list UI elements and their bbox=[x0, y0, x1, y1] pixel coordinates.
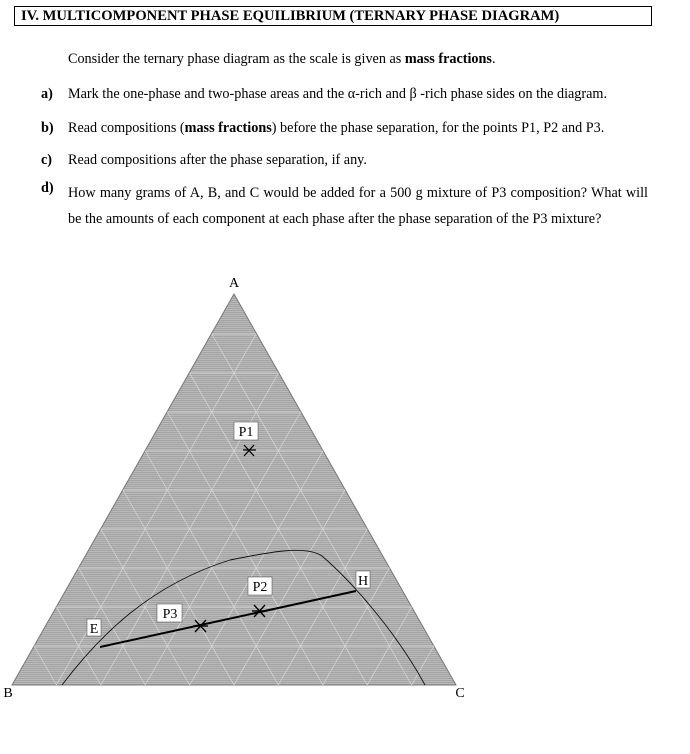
h-label: H bbox=[357, 574, 369, 589]
e-label: E bbox=[89, 622, 99, 637]
intro-bold: mass fractions bbox=[404, 51, 492, 67]
p1-label: P1 bbox=[238, 425, 254, 440]
intro-before: Consider the ternary phase diagram as the scale is given as bbox=[68, 51, 405, 67]
question-a-text: Mark the one-phase and two-phase areas and the α-rich and β -rich phase sides on the diagram. bbox=[68, 86, 608, 102]
p3-label: P3 bbox=[162, 607, 178, 622]
diagram-triangle bbox=[12, 294, 456, 685]
question-c-label: c) bbox=[41, 152, 53, 168]
question-a-label: a) bbox=[41, 86, 53, 102]
ternary-phase-diagram bbox=[0, 260, 690, 754]
question-d-text: How many grams of A, B, and C would be added for a 500 g mixture of P3 composition? What will be the amounts of each component at each phase after the phase separation of the P3 mixture? bbox=[68, 185, 648, 227]
intro-after: . bbox=[491, 51, 496, 67]
intro-text bbox=[68, 51, 495, 68]
vertex-c-label: C bbox=[455, 686, 465, 701]
question-b-label: b) bbox=[41, 120, 54, 136]
section-title: IV. MULTICOMPONENT PHASE EQUILIBRIUM (TERNARY PHASE DIAGRAM) bbox=[21, 8, 560, 24]
question-c-text: Read compositions after the phase separation, if any. bbox=[68, 152, 367, 168]
question-d-label: d) bbox=[41, 180, 54, 196]
vertex-b-label: B bbox=[3, 686, 13, 701]
p2-label: P2 bbox=[252, 580, 268, 595]
section-header bbox=[14, 6, 652, 26]
question-b-text: Read compositions (mass fractions) before the phase separation, for the points P1, P2 and P3. bbox=[68, 120, 605, 136]
vertex-a-label: A bbox=[228, 276, 240, 291]
